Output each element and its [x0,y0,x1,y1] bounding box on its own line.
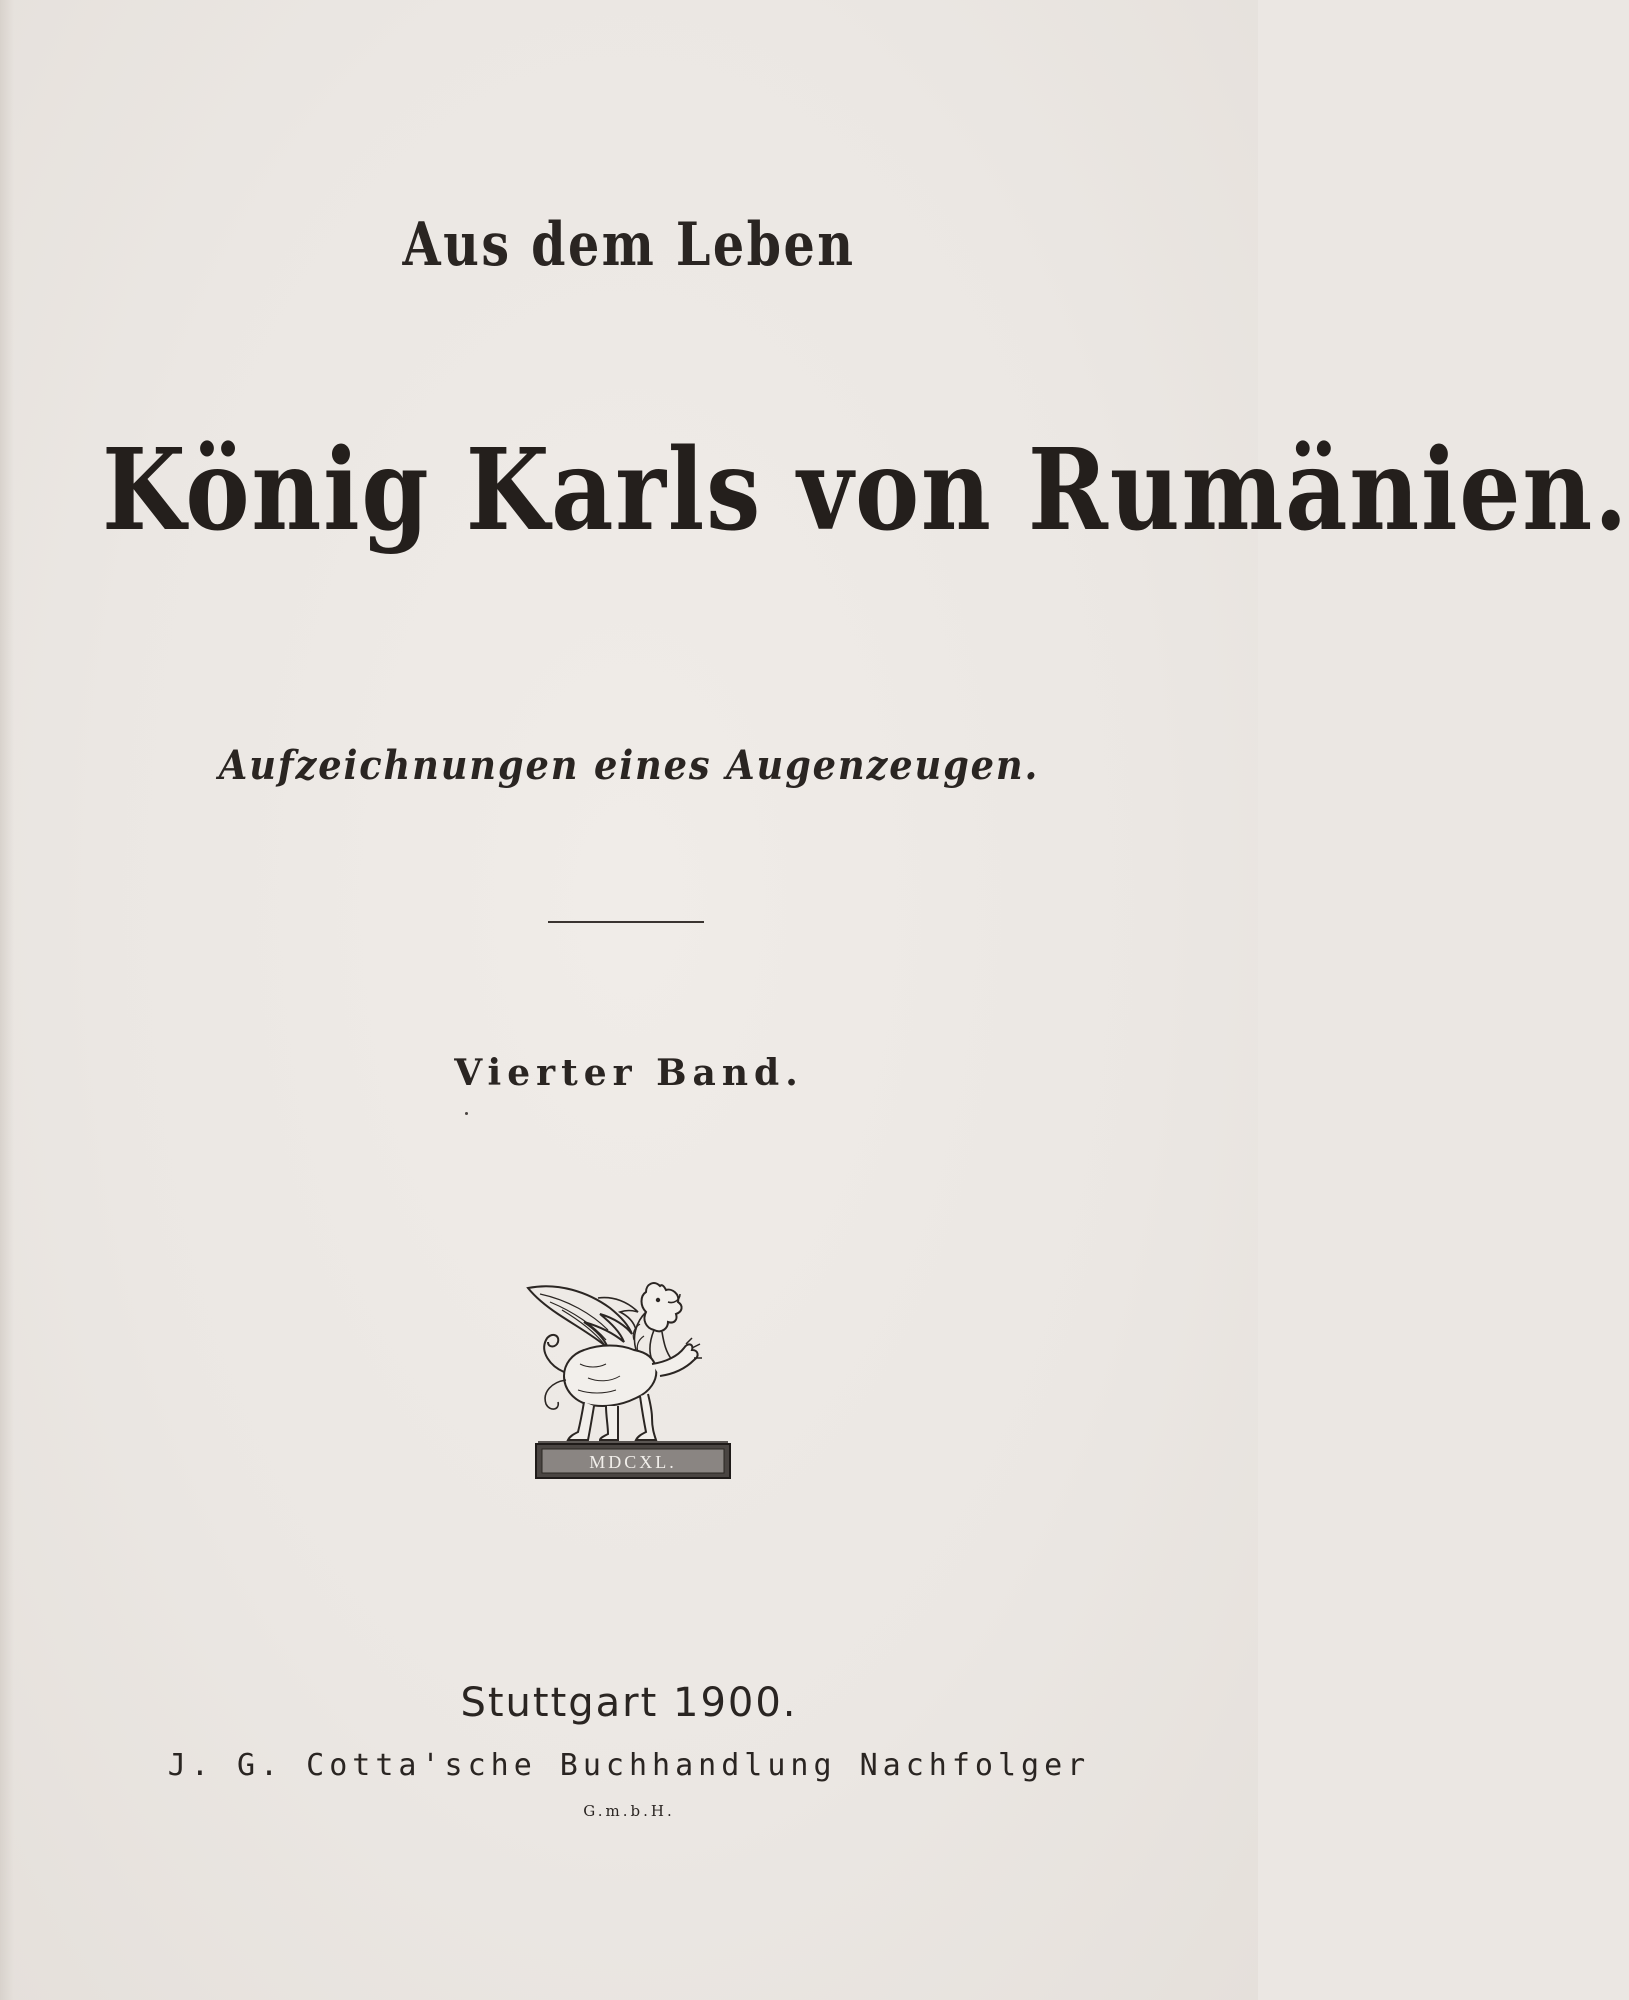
emblem-banner-text: MDCXL. [589,1452,677,1472]
subtitle: Aufzeichnungen eines Augenzeugen. [218,742,1040,789]
pre-title: Aus dem Leben [402,210,856,280]
main-title: König Karls von Rumänien. [102,425,1629,556]
publisher-name: J. G. Cotta'sche Buchhandlung Nachfolger [167,1748,1091,1783]
divider-rule [548,921,704,923]
griffin-printer-mark-icon [528,1278,738,1482]
ink-speck [465,1112,468,1115]
place-year: Stuttgart 1900. [460,1680,798,1726]
publisher-suffix: G.m.b.H. [583,1802,675,1820]
volume-label: Vierter Band. [454,1052,804,1094]
